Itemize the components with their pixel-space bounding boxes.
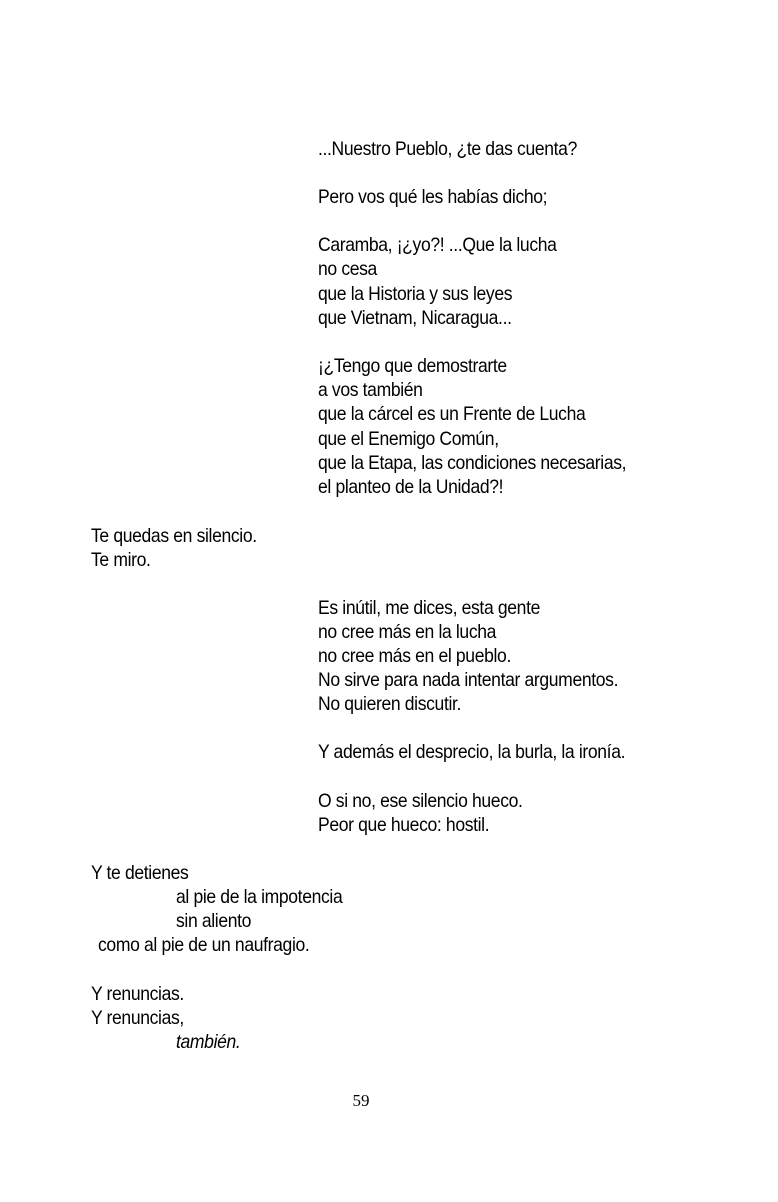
poem-line: que la Etapa, las condiciones necesarias, bbox=[318, 452, 627, 474]
poem-line: a vos también bbox=[318, 379, 423, 401]
poem-line-italic: también. bbox=[176, 1031, 241, 1053]
poem-line: al pie de la impotencia bbox=[176, 886, 343, 908]
poem-line: el planteo de la Unidad?! bbox=[318, 476, 504, 498]
poem-line: sin aliento bbox=[176, 910, 252, 932]
poem-line: como al pie de un naufragio. bbox=[98, 934, 310, 956]
poem-line: ¡¿Tengo que demostrarte bbox=[318, 355, 507, 377]
page-number: 59 bbox=[352, 1091, 370, 1110]
poem-line: No sirve para nada intentar argumentos. bbox=[318, 669, 619, 691]
poem-line: no cesa bbox=[318, 258, 377, 280]
poem-line: O si no, ese silencio hueco. bbox=[318, 790, 523, 812]
poem-line: Te quedas en silencio. bbox=[91, 525, 257, 547]
poem-line: Y te detienes bbox=[91, 862, 189, 884]
poem-line: Es inútil, me dices, esta gente bbox=[318, 597, 540, 619]
poem-line: ...Nuestro Pueblo, ¿te das cuenta? bbox=[318, 138, 577, 160]
poem-line: Peor que hueco: hostil. bbox=[318, 814, 490, 836]
poem-line: Y renuncias. bbox=[91, 983, 184, 1005]
poem-line: que la cárcel es un Frente de Lucha bbox=[318, 403, 586, 425]
poem-line: Y además el desprecio, la burla, la ironía. bbox=[318, 741, 626, 763]
poem-line: No quieren discutir. bbox=[318, 693, 462, 715]
poem-line: Caramba, ¡¿yo?! ...Que la lucha bbox=[318, 234, 557, 256]
poem-line: Pero vos qué les habías dicho; bbox=[318, 186, 548, 208]
poem-line: que la Historia y sus leyes bbox=[318, 283, 513, 305]
poem-line: que el Enemigo Común, bbox=[318, 428, 499, 450]
poem-line: no cree más en el pueblo. bbox=[318, 645, 511, 667]
poem-line: Y renuncias, bbox=[91, 1007, 184, 1029]
poem-line: no cree más en la lucha bbox=[318, 621, 497, 643]
poem-line: Te miro. bbox=[91, 549, 151, 571]
poem-line: que Vietnam, Nicaragua... bbox=[318, 307, 512, 329]
